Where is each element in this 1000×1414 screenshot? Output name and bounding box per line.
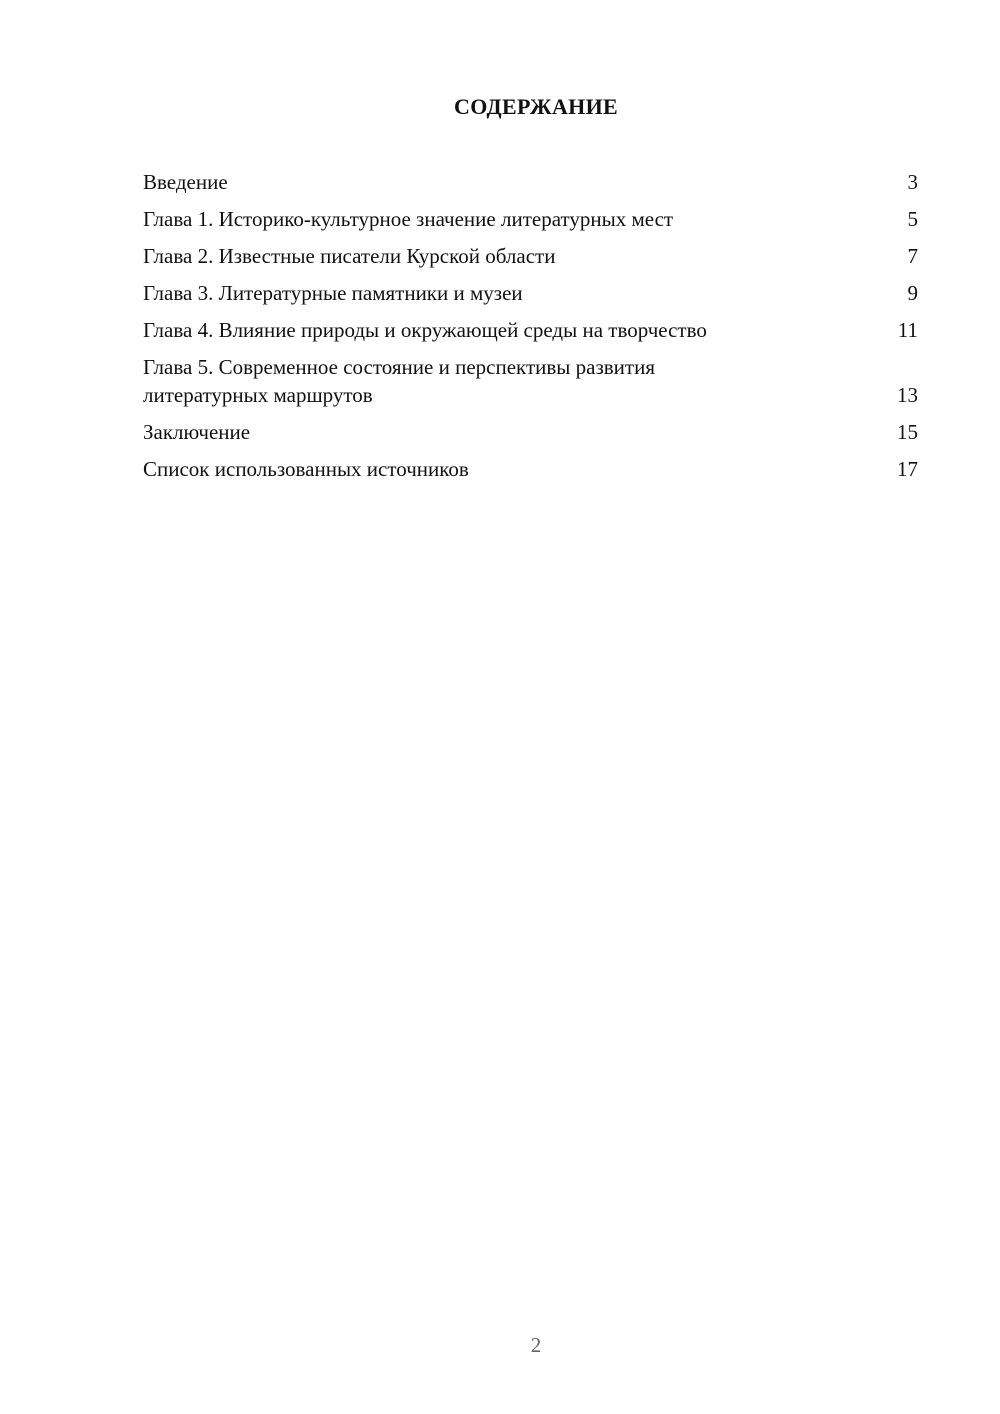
toc-entry-text: Заключение xyxy=(143,420,251,444)
toc-entry-text: Глава 5. Современное состояние и перспективы развития литературных маршрутов xyxy=(143,355,655,407)
toc-entry-chapter-1 xyxy=(143,205,918,233)
toc-entry-page: 15 xyxy=(897,420,918,444)
table-of-contents xyxy=(143,168,918,492)
toc-entry-page: 9 xyxy=(907,281,918,305)
toc-entry-text: Глава 2. Известные писатели Курской области xyxy=(143,244,556,268)
toc-entry-text: Глава 4. Влияние природы и окружающей среды на творчество xyxy=(143,318,707,342)
toc-entry-chapter-2 xyxy=(143,242,918,270)
toc-entry-page: 7 xyxy=(907,244,918,268)
toc-entry-page: 11 xyxy=(897,318,918,342)
page-title: СОДЕРЖАНИЕ xyxy=(454,94,618,119)
toc-entry-introduction xyxy=(143,168,918,196)
toc-entry-references xyxy=(143,455,918,483)
toc-entry-conclusion xyxy=(143,418,918,446)
toc-entry-page: 13 xyxy=(897,383,918,407)
page-number: 2 xyxy=(530,1333,542,1357)
toc-entry-page: 3 xyxy=(907,170,918,194)
toc-entry-text: Глава 1. Историко-культурное значение литературных мест xyxy=(143,207,674,231)
toc-entry-text: Список использованных источников xyxy=(143,457,469,481)
toc-entry-text: Глава 3. Литературные памятники и музеи xyxy=(143,281,523,305)
toc-entry-chapter-5 xyxy=(143,353,918,409)
toc-entry-chapter-3 xyxy=(143,279,918,307)
toc-entry-page: 17 xyxy=(897,457,918,481)
toc-entry-chapter-4 xyxy=(143,316,918,344)
toc-entry-text: Введение xyxy=(143,170,228,194)
toc-entry-page: 5 xyxy=(907,207,918,231)
